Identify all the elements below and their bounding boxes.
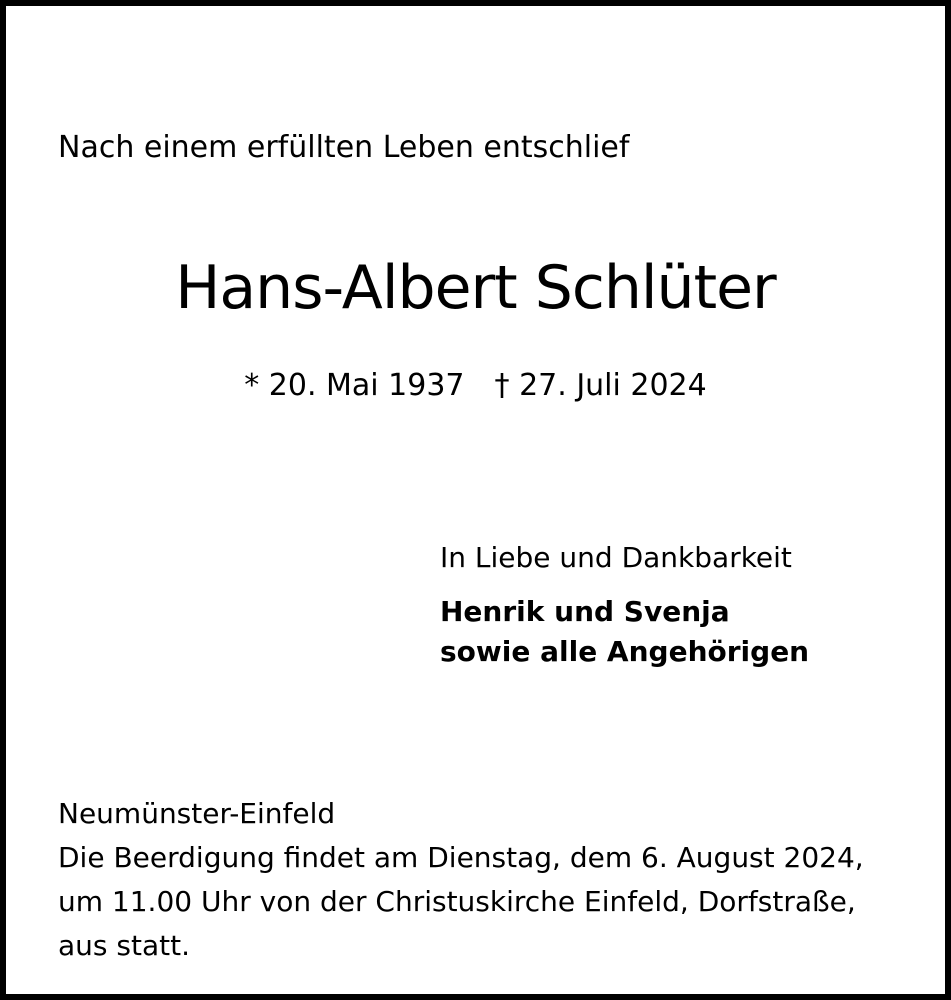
funeral-info xyxy=(58,792,864,968)
family-names xyxy=(440,592,809,672)
mourners-block xyxy=(440,538,809,672)
intro-text: Nach einem erfüllten Leben entschlief xyxy=(58,130,630,165)
family-line-2: sowie alle Angehörigen xyxy=(440,635,810,668)
life-dates xyxy=(6,366,945,406)
birth-date: * 20. Mai 1937 xyxy=(244,368,465,403)
funeral-line-2: um 11.00 Uhr von der Christuskirche Einfeld, Dorfstraße, xyxy=(58,885,856,918)
funeral-line-3: aus statt. xyxy=(58,929,190,962)
deceased-name: Hans-Albert Schlüter xyxy=(175,253,776,323)
family-line-1: Henrik und Svenja xyxy=(440,595,730,628)
thanks-text: In Liebe und Dankbarkeit xyxy=(440,541,792,574)
place-text: Neumünster-Einfeld xyxy=(58,797,336,830)
funeral-line-1: Die Beerdigung findet am Dienstag, dem 6. August 2024, xyxy=(58,841,864,874)
death-date: † 27. Juli 2024 xyxy=(494,368,707,403)
